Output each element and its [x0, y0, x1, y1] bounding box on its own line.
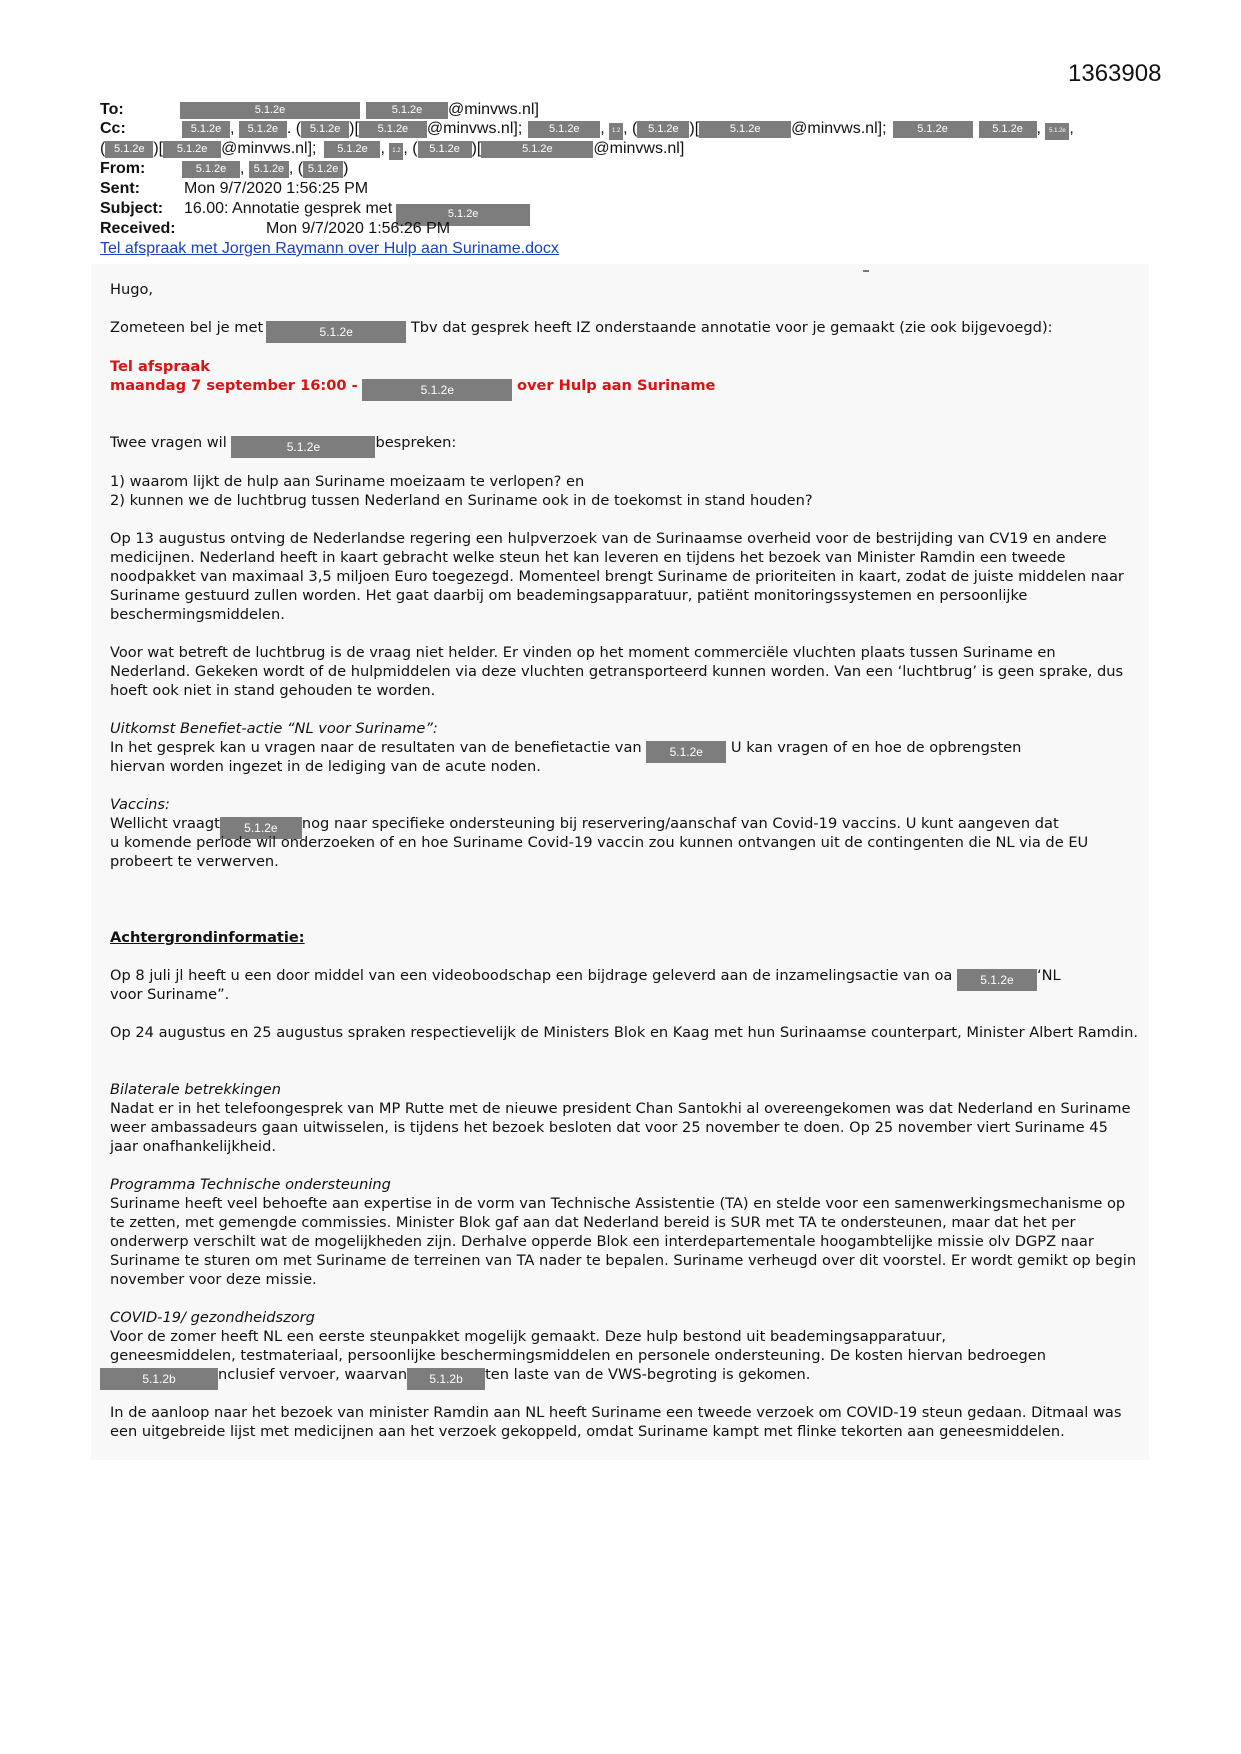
intro-line: [110, 318, 1140, 343]
redaction: 5.1.2b: [100, 1368, 218, 1390]
redaction: 5.1.2e: [646, 741, 726, 763]
redaction: 5.1.2b: [407, 1368, 485, 1390]
redaction: 5.1.2e: [239, 121, 287, 138]
bilateral-heading: Bilaterale betrekkingen: [110, 1081, 282, 1098]
redaction: 5.1.2e: [359, 121, 427, 138]
greeting: Hugo,: [110, 281, 154, 298]
sent-row: [100, 179, 368, 199]
questions-intro: [110, 433, 1140, 458]
final-paragraph: In de aanloop naar het bezoek van minister Ramdin aan NL heeft Suriname een tweede verzoek om COVID-19 steun gedaan. Ditmaal was een uitgebreide lijst met medicijnen aan het verzoek gekoppeld, omdat Suriname kampt met flinke tekorten aan geneesmiddelen.: [110, 1404, 1122, 1440]
covid-text-end: ten laste van de VWS-begroting is gekomen.: [485, 1366, 811, 1383]
redaction: 5.1.2e: [324, 141, 380, 158]
programma-text: Suriname heeft veel behoefte aan expertise in de vorm van Technische Assistentie (TA) en stelde voor een samenwerkingsmechanisme op te zetten, met gemengde commissies. Minister Blok gaf aan dat Nederland bereid is SUR met TA te ondersteunen, maar dat het per onderwerp verschilt wat de mogelijkheden zijn. Derhalve opperde Blok een interdepartementale hoogambtelijke missie olv DGPZ naar Suriname te sturen om met Suriname de terreinen van TA nader te bepalen. Suriname verheugd over dit voorstel. Er wordt gemikt op begin november voor deze missie.: [110, 1195, 1137, 1288]
question-2: 2) kunnen we de luchtbrug tussen Nederland en Suriname ook in de toekomst in stand houden?: [110, 492, 813, 509]
redaction: 5.1.2e: [180, 102, 360, 119]
redaction: 5.1.2e: [266, 321, 406, 343]
document-number: 1363908: [1068, 60, 1162, 87]
paragraph-ministers: Op 24 augustus en 25 augustus spraken respectievelijk de Ministers Blok en Kaag met hun Surinaamse counterpart, Minister Albert Ramdin.: [110, 1024, 1139, 1041]
received-value: Mon 9/7/2020 1:56:26 PM: [266, 220, 451, 237]
redaction: 5.1.2e: [1045, 123, 1069, 140]
programma-heading: Programma Technische ondersteuning: [110, 1176, 391, 1193]
call-date: maandag 7 september 16:00 -: [110, 377, 358, 394]
redaction: 1.2: [609, 123, 623, 140]
cc-label: Cc:: [100, 120, 126, 137]
redaction: 5.1.2e: [163, 141, 221, 158]
subject-value: 16.00: Annotatie gesprek met: [184, 200, 393, 217]
email-domain: @minvws.nl]: [448, 101, 539, 118]
to-row: [100, 100, 539, 120]
redaction: 5.1.2e: [303, 161, 343, 178]
vaccins-text: Wellicht vraagt: [110, 815, 220, 832]
call-title: Tel afspraak: [110, 358, 210, 375]
redaction: 5.1.2e: [366, 102, 448, 119]
intro-text-continued: Tbv dat gesprek heeft IZ onderstaande annotatie voor je gemaakt (zie ook bijgevoegd):: [410, 319, 1053, 336]
attachment-row: [100, 239, 559, 259]
redaction: 5.1.2e: [396, 204, 530, 226]
questions-text: Twee vragen wil: [110, 434, 227, 451]
redaction: 5.1.2e: [182, 161, 240, 178]
background-text: Op 8 juli jl heeft u een door middel van een videoboodschap een bijdrage geleverd aan de inzamelingsactie van oa: [110, 967, 953, 984]
call-subject: over Hulp aan Suriname: [516, 377, 716, 394]
redaction: 5.1.2e: [637, 121, 689, 138]
received-label: Received:: [100, 220, 176, 237]
redaction: 5.1.2e: [979, 121, 1037, 138]
email-domain: @minvws.nl];: [791, 120, 887, 137]
sent-label: Sent:: [100, 180, 140, 197]
achtergrond-heading: Achtergrondinformatie:: [110, 929, 305, 946]
email-domain: @minvws.nl];: [426, 120, 523, 137]
redaction: 5.1.2e: [220, 817, 302, 839]
covid-line-1: Voor de zomer heeft NL een eerste steunpakket mogelijk gemaakt. Deze hulp bestond uit beademingsapparatuur,: [110, 1328, 946, 1345]
redaction: 5.1.2e: [957, 969, 1037, 991]
sent-value: Mon 9/7/2020 1:56:25 PM: [184, 180, 369, 197]
from-row: From: 5.1.2e , 5.1.2e , ( 5.1.2e ): [100, 160, 349, 177]
bilateral-text: Nadat er in het telefoongesprek van MP Rutte met de nieuwe president Chan Santokhi al overeengekomen was dat Nederland en Suriname weer ambassadeurs gaan uitwisselen, is tijdens het bezoek besloten dat voor 25 november te doen. Op 25 november viert Suriname 45 jaar onafhankelijkheid.: [110, 1100, 1131, 1155]
redaction: 5.1.2e: [418, 141, 472, 158]
background-line-2: voor Suriname”.: [110, 986, 230, 1003]
vaccins-text-continued: nog naar specifieke ondersteuning bij reservering/aanschaf van Covid-19 vaccins. U kunt aangeven dat: [301, 815, 1059, 832]
questions-text-end: bespreken:: [375, 434, 457, 451]
benefiet-text: In het gesprek kan u vragen naar de resultaten van de benefietactie van: [110, 739, 642, 756]
covid-line-2: geneesmiddelen, testmateriaal, persoonlijke beschermingsmiddelen en personele ondersteuning. De kosten hiervan bedroegen: [110, 1347, 1046, 1364]
redaction: 5.1.2e: [893, 121, 973, 138]
cc-row-continued: ( 5.1.2e )[ 5.1.2e @minvws.nl]; 5.1.2e , 1.2 , ( 5.1.2e )[ 5.1.2e @minvws.nl]: [100, 139, 684, 160]
redaction: 5.1.2e: [301, 121, 349, 138]
intro-text: Zometeen bel je met: [110, 319, 264, 336]
benefiet-text-continued: U kan vragen of en hoe de opbrengsten: [730, 739, 1022, 756]
redaction: 5.1.2e: [105, 141, 153, 158]
redaction: 5.1.2e: [362, 379, 512, 401]
scan-mark: [863, 270, 869, 272]
paragraph-aid-request: Op 13 augustus ontving de Nederlandse regering een hulpverzoek van de Surinaamse overheid voor de bestrijding van CV19 en andere medicijnen. Nederland heeft in kaart gebracht welke steun het kan leveren en tijdens het bezoek van Minister Ramdin een tweede noodpakket van maximaal 3,5 miljoen Euro toegezegd. Momenteel brengt Suriname de prioriteiten in kaart, zodat de juiste middelen naar Suriname gestuurd zullen worden. Het gaat daarbij om beademingsapparatuur, patiënt monitoringssystemen en persoonlijke beschermingsmiddelen.: [110, 530, 1124, 623]
background-text-end: ‘NL: [1036, 967, 1061, 984]
email-domain: @minvws.nl];: [221, 140, 317, 157]
covid-heading: COVID-19/ gezondheidszorg: [110, 1309, 315, 1326]
covid-text: nclusief vervoer, waarvan: [218, 1366, 408, 1383]
attachment-link[interactable]: Tel afspraak met Jorgen Raymann over Hulp aan Suriname.docx: [100, 240, 559, 257]
paragraph-airbridge: Voor wat betreft de luchtbrug is de vraag niet helder. Er vinden op het moment commerciële vluchten plaats tussen Suriname en Nederland. Gekeken wordt of de hulpmiddelen via deze vluchten getransporteerd kunnen worden. Van een ‘luchtbrug’ is geen sprake, dus hoeft ook niet in stand gehouden te worden.: [110, 644, 1124, 699]
redaction: 5.1.2e: [231, 436, 375, 458]
to-label: To:: [100, 101, 124, 118]
email-domain: @minvws.nl]: [593, 140, 685, 157]
question-1: 1) waarom lijkt de hulp aan Suriname moeizaam te verlopen? en: [110, 473, 585, 490]
redaction: 5.1.2e: [699, 121, 791, 138]
redaction: 1.2: [389, 143, 403, 160]
subject-label: Subject:: [100, 200, 164, 217]
vaccins-text-rest: u komende periode wil onderzoeken of en hoe Suriname Covid-19 vaccin zou kunnen ontvangen uit de contingenten die NL via de EU probeert te verwerven.: [110, 834, 1089, 870]
benefiet-heading: Uitkomst Benefiet-actie “NL voor Suriname”:: [110, 720, 438, 737]
benefiet-line-2: hiervan worden ingezet in de lediging van de acute noden.: [110, 758, 541, 775]
covid-line-3: [100, 1365, 1130, 1390]
redaction: 5.1.2e: [528, 121, 600, 138]
received-row: [100, 219, 450, 239]
redaction: 5.1.2e: [182, 121, 230, 138]
redaction: 5.1.2e: [481, 141, 593, 158]
vaccins-heading: Vaccins:: [110, 796, 170, 813]
cc-row: Cc: 5.1.2e , 5.1.2e . ( 5.1.2e )[ 5.1.2e @minvws.nl]; 5.1.2e , 1.2 , ( 5.1.2e )[ 5.1.2e @minvws.nl]; 5.1.2e 5.1.2e , 5.1.2e ,: [100, 119, 1074, 140]
call-line: [110, 376, 1140, 401]
redaction: 5.1.2e: [249, 161, 289, 178]
from-label: From:: [100, 160, 146, 177]
